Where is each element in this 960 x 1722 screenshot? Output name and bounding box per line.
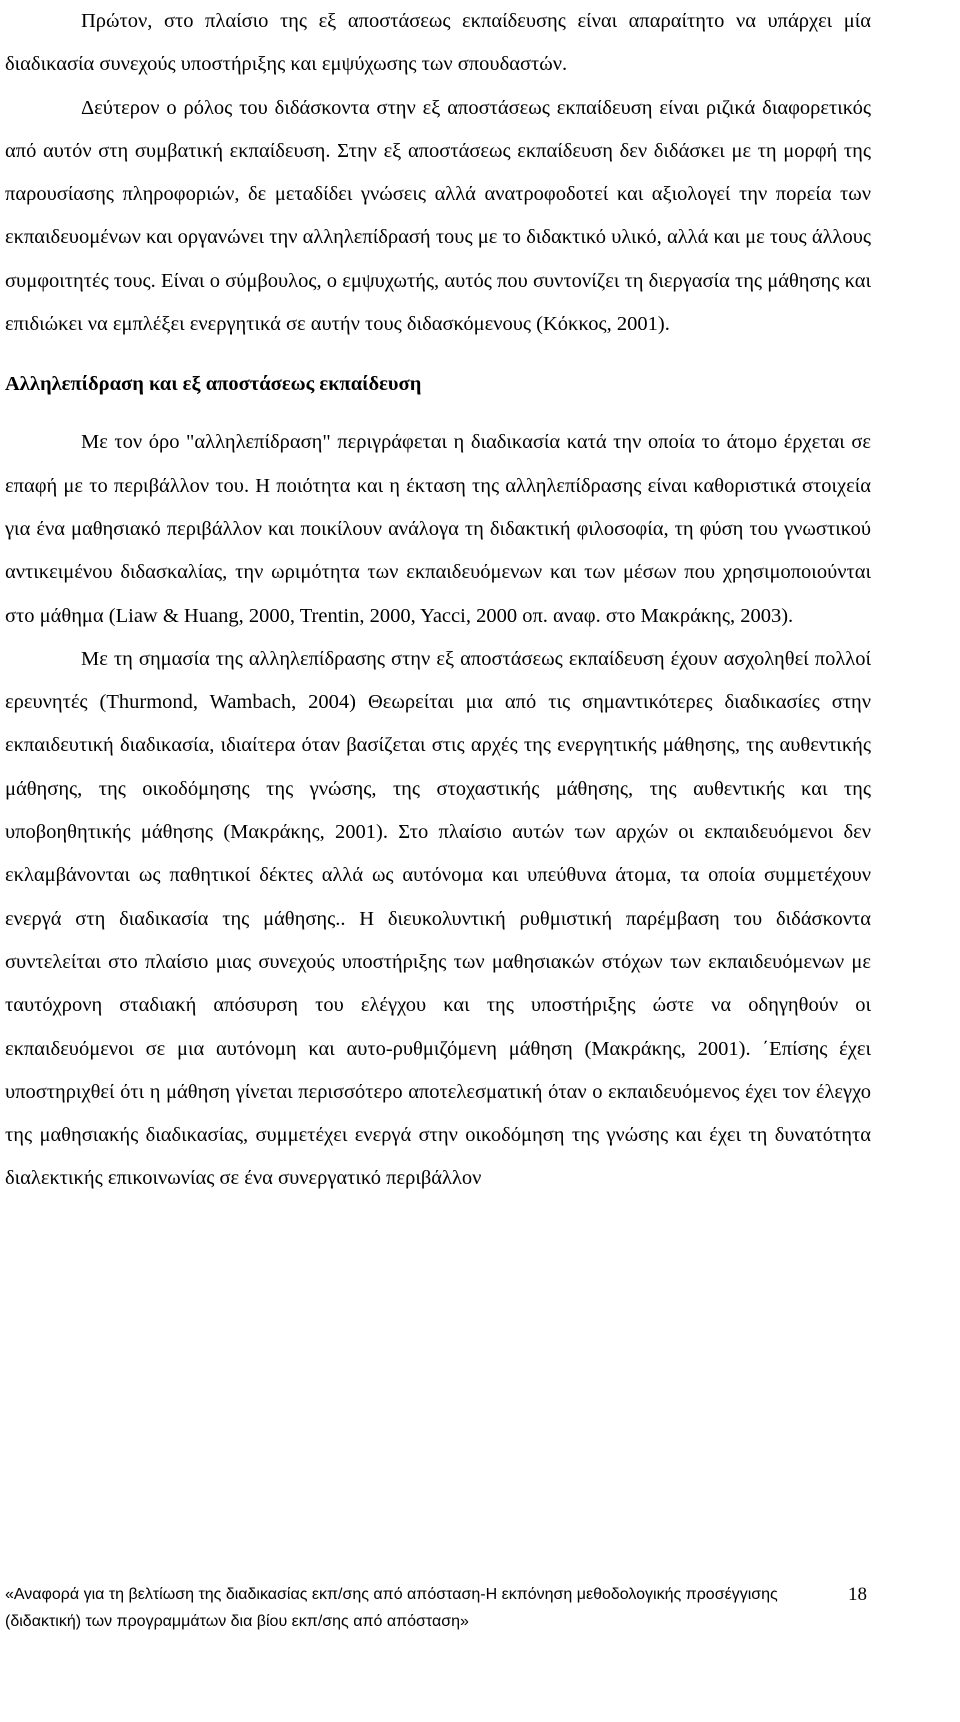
body-text (5, 0, 871, 1201)
paragraph-4: Με τη σημασία της αλληλεπίδρασης στην εξ αποστάσεως εκπαίδευση έχουν ασχοληθεί πολλοί ερευνητές (Thurmond, Wambach, 2004) Θεωρείται μια από τις σημαντικότερες διαδικασίες στην εκπαιδευτική διαδικασία, ιδιαίτερα όταν βασίζεται στις αρχές της ενεργητικής μάθησης, της αυθεντικής μάθησης, της οικοδόμησης της γνώσης, της στοχαστικής μάθησης, της αυθεντικής και της υποβοηθητικής μάθησης (Μακράκης, 2001). Στο πλαίσιο αυτών των αρχών οι εκπαιδευόμενοι δεν εκλαμβάνονται ως παθητικοί δέκτες αλλά ως αυτόνομα και υπεύθυνα άτομα, τα οποία συμμετέχουν ενεργά στη διαδικασία της μάθησης.. Η διευκολυντική ρυθμιστική παρέμβαση του διδάσκοντα συντελείται στο πλαίσιο μιας συνεχούς υποστήριξης των μαθησιακών στόχων των εκπαιδευόμενων με ταυτόχρονη σταδιακή απόσυρση του ελέγχου και της υποστήριξης ώστε να οδηγηθούν οι εκπαιδευόμενοι σε μια αυτόνομη και αυτο-ρυθμιζόμενη μάθηση (Μακράκης, 2001). ΄Επίσης έχει υποστηριχθεί ότι η μάθηση γίνεται περισσότερο αποτελεσματική όταν ο εκπαιδευόμενος έχει τον έλεγχο της μαθησιακής διαδικασίας, συμμετέχει ενεργά στην οικοδόμηση της γνώσης και έχει τη δυνατότητα διαλεκτικής επικοινωνίας σε ένα συνεργατικό περιβάλλον (5, 647, 871, 1190)
section-heading: Αλληλεπίδραση και εξ αποστάσεως εκπαίδευση (5, 373, 422, 396)
paragraph-3: Με τον όρο "αλληλεπίδραση" περιγράφεται η διαδικασία κατά την οποία το άτομο έρχεται σε επαφή με το περιβάλλον του. Η ποιότητα και η έκταση της αλληλεπίδρασης είναι καθοριστικά στοιχεία για ένα μαθησιακό περιβάλλον και ποικίλουν ανάλογα τη διδακτική φιλοσοφία, τη φύση του γνωστικού αντικειμένου διδασκαλίας, την ωριμότητα των εκπαιδευόμενων και των μέσων που χρησιμοποιούνται στο μάθημα (Liaw & Huang, 2000, Trentin, 2000, Yacci, 2000 οπ. αναφ. στο Μακράκης, 2003). (5, 431, 871, 627)
footer-running-title: «Αναφορά για τη βελτίωση της διαδικασίας εκπ/σης από απόσταση-Η εκπόνηση μεθοδολογικής προσέγγισης (διδακτική) των προγραμμάτων δια βίου εκπ/σης από απόσταση» (5, 1586, 778, 1630)
page-number: 18 (848, 1584, 867, 1605)
paragraph-2: Δεύτερον ο ρόλος του διδάσκοντα στην εξ αποστάσεως εκπαίδευση είναι ριζικά διαφορετικός από αυτόν στη συμβατική εκπαίδευση. Στην εξ αποστάσεως εκπαίδευση δεν διδάσκει με τη μορφή της παρουσίασης πληροφοριών, δε μεταδίδει γνώσεις αλλά ανατροφοδοτεί και αξιολογεί την πορεία των εκπαιδευομένων και οργανώνει την αλληλεπίδρασή τους με το διδακτικό υλικό, αλλά και με τους άλλους συμφοιτητές τους. Είναι ο σύμβουλος, ο εμψυχωτής, αυτός που συντονίζει τη διεργασία της μάθησης και επιδιώκει να εμπλέξει ενεργητικά σε αυτήν τους διδασκόμενους (Κόκκος, 2001). (5, 96, 871, 336)
paragraph-1: Πρώτον, στο πλαίσιο της εξ αποστάσεως εκπαίδευσης είναι απαραίτητο να υπάρχει μία διαδικασία συνεχούς υποστήριξης και εμψύχωσης των σπουδαστών. (5, 10, 871, 76)
page-footer (5, 1581, 935, 1641)
